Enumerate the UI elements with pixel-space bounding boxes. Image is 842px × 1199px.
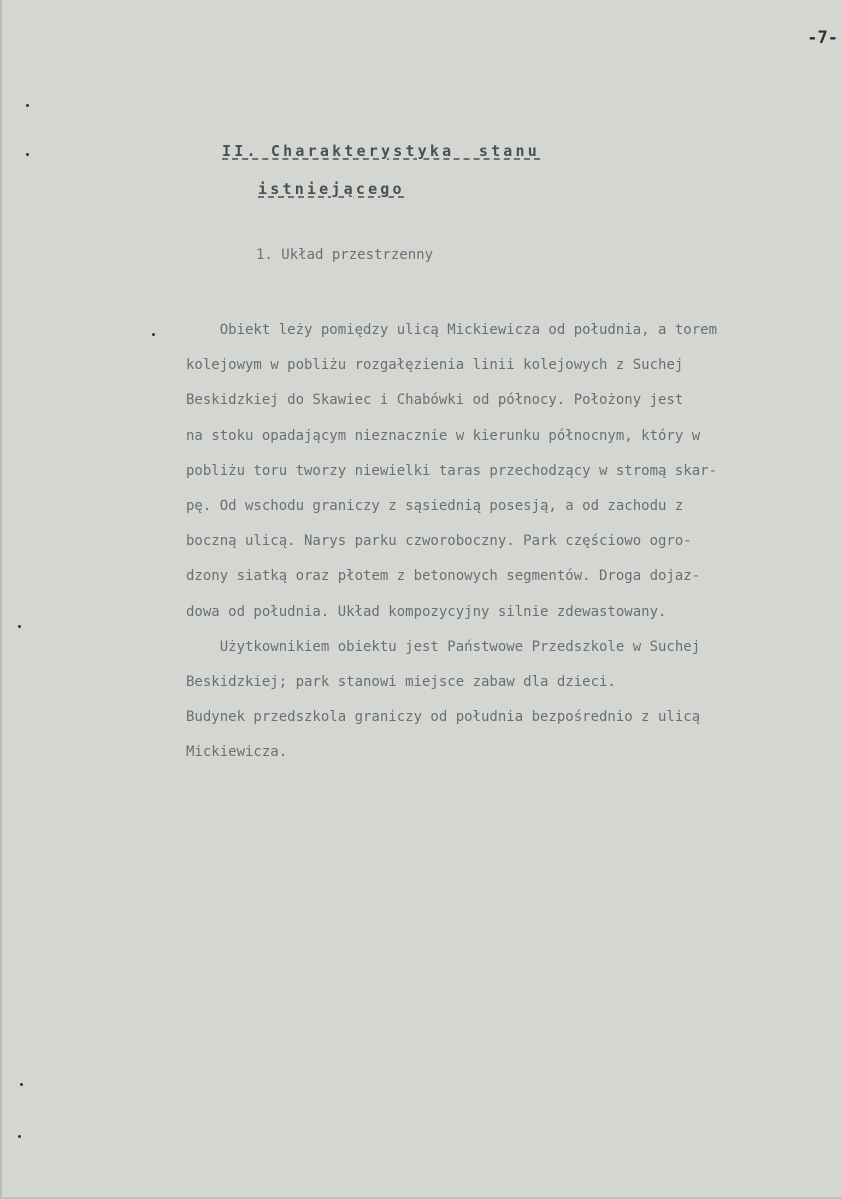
body-line: Beskidzkiej; park stanowi miejsce zabaw dla dzieci. [186,674,616,691]
body-line: pę. Od wschodu graniczy z sąsiednią posesją, a od zachodu z [186,498,684,515]
chapter-title-line-2: istniejącego [258,180,405,198]
section-heading: 1. Układ przestrzenny [256,247,434,263]
body-line: dzony siatką oraz płotem z betonowych segmentów. Droga dojaz- [186,568,701,585]
body-line: Budynek przedszkola graniczy od południa bezpośrednio z ulicą [186,709,701,726]
page-number: -7- [807,28,838,48]
chapter-title-line-1: II. Charakterystyka stanu [222,142,540,160]
body-line: kolejowym w pobliżu rozgałęzienia linii kolejowych z Suchej [186,357,684,374]
margin-speck [20,1083,23,1086]
body-line: boczną ulicą. Narys parku czworoboczny. Park częściowo ogro- [186,533,692,550]
body-line: dowa od południa. Układ kompozycyjny silnie zdewastowany. [186,603,667,620]
margin-speck [18,625,21,628]
body-line: Użytkownikiem obiektu jest Państwowe Przedszkole w Suchej [186,638,701,655]
body-line: Beskidzkiej do Skawiec i Chabówki od północy. Położony jest [186,392,684,409]
margin-speck [18,1135,21,1138]
body-line: na stoku opadającym nieznacznie w kierunku północnym, który w [186,427,701,444]
body-line: pobliżu toru tworzy niewielki taras przechodzący w stromą skar- [186,462,718,479]
body-text [186,313,826,771]
margin-speck [152,333,155,336]
body-line: Mickiewicza. [186,744,288,761]
body-line: Obiekt leży pomiędzy ulicą Mickiewicza od południa, a torem [186,322,718,338]
margin-speck [26,153,29,156]
margin-speck [26,104,29,107]
